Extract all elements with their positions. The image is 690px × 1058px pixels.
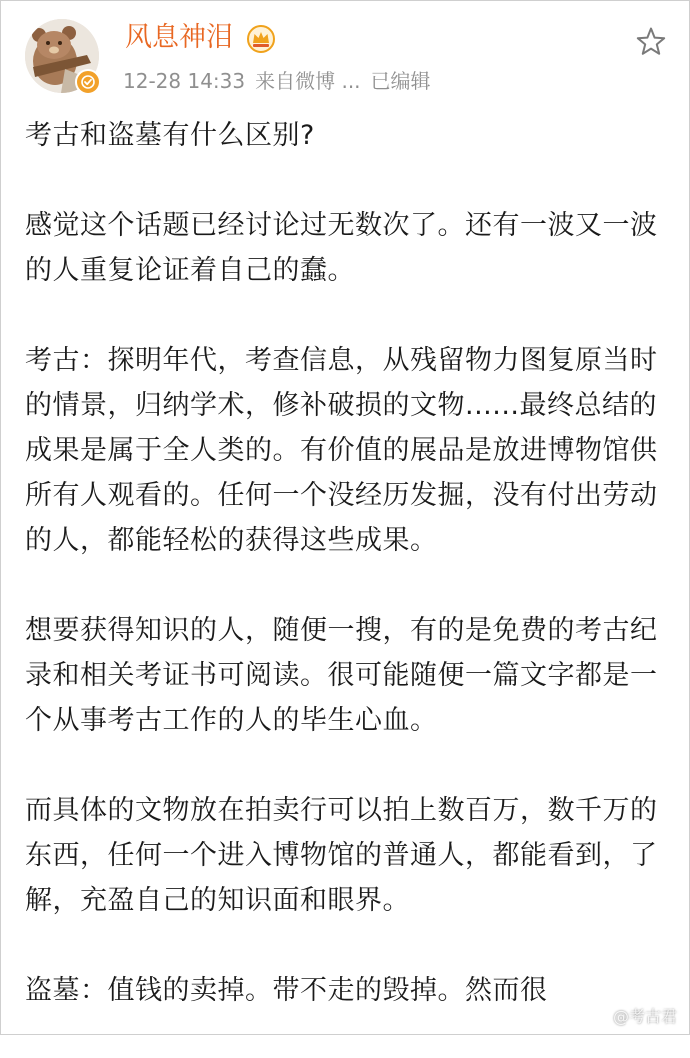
paragraph-archaeology: 考古：探明年代，考查信息，从残留物力图复原当时的情景，归纳学术，修补破损的文物......最终总结的成果是属于全人类的。有价值的展品是放进博物馆供所有人观看的。任何一个没经历发掘，没有付出劳动的人，都能轻松的获得这些成果。: [25, 345, 658, 556]
post-meta: [123, 67, 441, 95]
post-source[interactable]: 来自微博 ...: [255, 69, 361, 93]
crown-icon: [246, 24, 276, 54]
paragraph-question: 考古和盗墓有什么区别?: [25, 120, 315, 151]
paragraph-intro: 感觉这个话题已经讨论过无数次了。还有一波又一波的人重复论证着自己的蠢。: [25, 210, 658, 286]
edited-label[interactable]: 已编辑: [370, 69, 431, 93]
author-name[interactable]: 风息神泪: [125, 22, 233, 53]
post-timestamp: 12-28 14:33: [123, 69, 246, 93]
watermark: @考古君: [612, 1007, 677, 1026]
paragraph-tomb-raiding: 盗墓：值钱的卖掉。带不走的毁掉。然而很: [25, 975, 548, 1006]
star-icon[interactable]: [634, 25, 668, 59]
post-body: [25, 113, 665, 1058]
verified-badge-icon: [75, 69, 101, 95]
paragraph-relics: 而具体的文物放在拍卖行可以拍上数百万，数千万的东西，任何一个进入博物馆的普通人，都能看到，了解，充盈自己的知识面和眼界。: [25, 795, 658, 916]
post-header: [1, 1, 690, 101]
paragraph-knowledge: 想要获得知识的人，随便一搜，有的是免费的考古纪录和相关考证书可阅读。很可能随便一篇文字都是一个从事考古工作的人的毕生心血。: [25, 615, 658, 736]
